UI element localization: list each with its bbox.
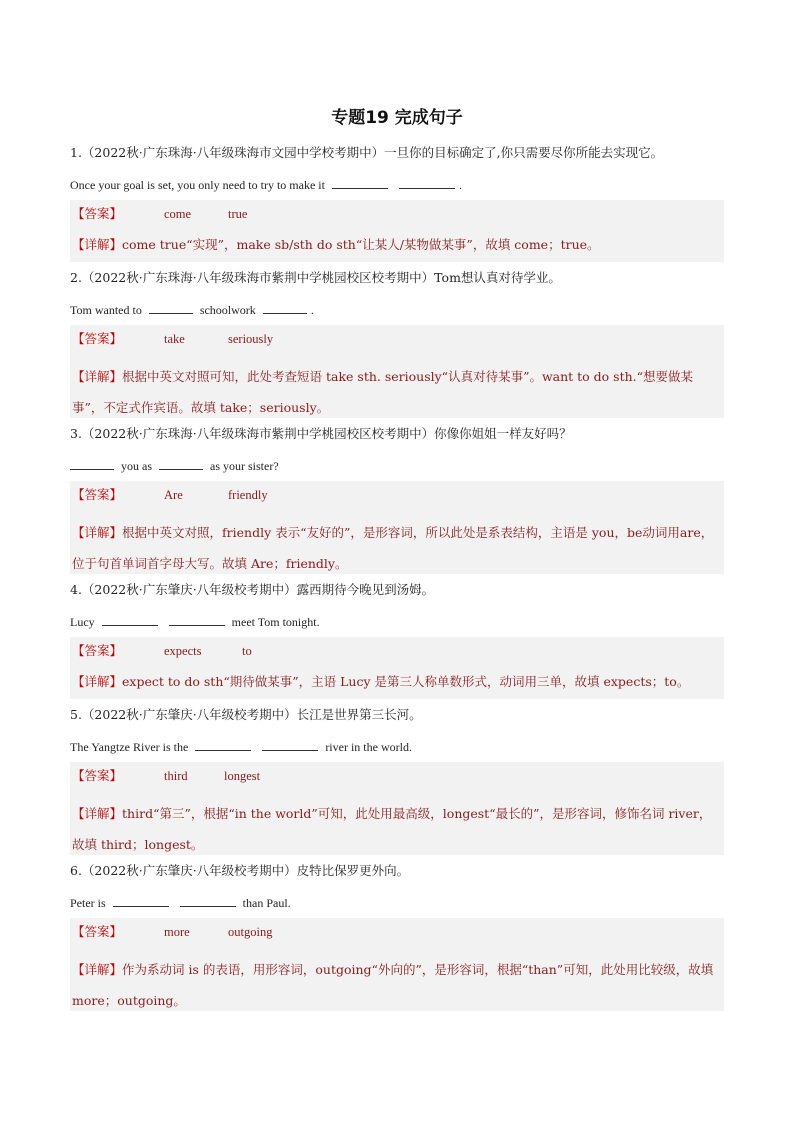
detail-row-2: [72, 361, 720, 423]
english-text-2a: Tom wanted to: [70, 303, 142, 317]
answer-2-2: seriously: [228, 332, 274, 346]
answer-box-6: [70, 918, 724, 1011]
blank: [102, 613, 158, 626]
question-english-4: [70, 613, 724, 630]
answer-row-4: [72, 642, 720, 660]
answer-box-2: [70, 325, 724, 418]
question-stem-4: 4.（2022秋·广东肇庆·八年级校考期中）露西期待今晚见到汤姆。: [70, 582, 435, 597]
detail-tag: 【详解】: [72, 962, 123, 977]
answer-tag: 【答案】: [72, 924, 123, 939]
detail-row-6: [72, 954, 720, 1016]
question-english-6: [70, 894, 724, 911]
detail-tag: 【详解】: [72, 525, 123, 540]
detail-row-4: [72, 673, 720, 691]
answer-tag: 【答案】: [72, 331, 123, 346]
detail-tag: 【详解】: [72, 237, 123, 252]
answer-tag: 【答案】: [72, 768, 123, 783]
english-text-3c: as your sister?: [210, 459, 279, 473]
answer-5-1: third: [164, 769, 188, 783]
answer-row-5: [72, 767, 720, 785]
english-text-6a: Peter is: [70, 896, 106, 910]
answer-box-3: [70, 481, 724, 574]
blank: [159, 457, 203, 470]
blank: [399, 176, 455, 189]
blank: [169, 613, 225, 626]
detail-text-3: 根据中英文对照，friendly 表示“友好的”，是形容词，所以此处是系表结构，主语是 you，be动词用are，位于句首单词首字母大写。故填 Are；friendly。: [72, 525, 714, 571]
answer-box-5: [70, 762, 724, 855]
answer-2-1: take: [164, 332, 185, 346]
question-english-5: [70, 738, 724, 755]
blank: [195, 738, 251, 751]
blank: [263, 301, 307, 314]
question-stem-6: 6.（2022秋·广东肇庆·八年级校考期中）皮特比保罗更外向。: [70, 863, 410, 878]
blank: [113, 894, 169, 907]
blank: [180, 894, 236, 907]
answer-tag: 【答案】: [72, 643, 123, 658]
answer-box-1: [70, 200, 724, 262]
answer-row-6: [72, 923, 720, 941]
answer-tag: 【答案】: [72, 487, 123, 502]
answer-row-2: [72, 330, 720, 348]
answer-5-2: longest: [224, 769, 261, 783]
english-text-1a: Once your goal is set, you only need to try to make it: [70, 178, 325, 192]
answer-tag: 【答案】: [72, 206, 123, 221]
question-english-1: [70, 176, 724, 193]
english-text-1c: .: [458, 178, 462, 192]
answer-4-1: expects: [164, 644, 202, 658]
question-stem-2: 2.（2022秋·广东珠海·八年级珠海市紫荆中学桃园校区校考期中）Tom想认真对待学业。: [70, 270, 561, 285]
english-text-4c: meet Tom tonight.: [231, 615, 320, 629]
answer-6-2: outgoing: [228, 925, 273, 939]
question-english-2: [70, 301, 724, 318]
detail-row-5: [72, 798, 720, 860]
question-stem-5: 5.（2022秋·广东肇庆·八年级校考期中）长江是世界第三长河。: [70, 707, 422, 722]
detail-text-5: third“第三”，根据“in the world”可知，此处用最高级，longest“最长的”，是形容词，修饰名词 river，故填 third；longest。: [72, 806, 712, 852]
answer-4-2: to: [242, 644, 252, 658]
english-text-4a: Lucy: [70, 615, 95, 629]
detail-text-1: come true“实现”，make sb/sth do sth“让某人/某物做某事”，故填 come；true。: [122, 237, 600, 252]
blank: [149, 301, 193, 314]
detail-row-1: [72, 236, 720, 254]
english-text-5a: The Yangtze River is the: [70, 740, 189, 754]
answer-6-1: more: [164, 925, 190, 939]
english-text-5c: river in the world.: [325, 740, 412, 754]
detail-text-2: 根据中英文对照可知，此处考查短语 take sth. seriously“认真对待某事”。want to do sth.“想要做某事”，不定式作宾语。故填 take；seriously。: [72, 369, 694, 415]
question-stem-1: 1.（2022秋·广东珠海·八年级珠海市文园中学校考期中）一旦你的目标确定了,你只需要尽你所能去实现它。: [70, 145, 664, 160]
detail-tag: 【详解】: [72, 674, 123, 689]
english-text-2c: .: [310, 303, 314, 317]
english-text-6c: than Paul.: [242, 896, 291, 910]
answer-1-2: true: [228, 207, 248, 221]
answer-1-1: come: [164, 207, 192, 221]
answer-3-1: Are: [164, 488, 183, 502]
answer-box-4: [70, 637, 724, 699]
question-english-3: [70, 457, 724, 474]
page-title: 专题19 完成句子: [331, 108, 463, 128]
blank: [262, 738, 318, 751]
detail-row-3: [72, 517, 720, 579]
english-text-3b: you as: [121, 459, 152, 473]
detail-tag: 【详解】: [72, 369, 123, 384]
detail-text-6: 作为系动词 is 的表语，用形容词，outgoing“外向的”，是形容词，根据“than”可知，此处用比较级，故填 more；outgoing。: [72, 962, 714, 1008]
answer-row-3: [72, 486, 720, 504]
blank: [70, 457, 114, 470]
detail-tag: 【详解】: [72, 806, 123, 821]
answer-row-1: [72, 205, 720, 223]
blank: [332, 176, 388, 189]
answer-3-2: friendly: [228, 488, 268, 502]
question-stem-3: 3.（2022秋·广东珠海·八年级珠海市紫荆中学桃园校区校考期中）你像你姐姐一样友好吗？: [70, 426, 572, 441]
detail-text-4: expect to do sth“期待做某事”，主语 Lucy 是第三人称单数形式，动词用三单，故填 expects；to。: [122, 674, 690, 689]
english-text-2b: schoolwork: [199, 303, 256, 317]
